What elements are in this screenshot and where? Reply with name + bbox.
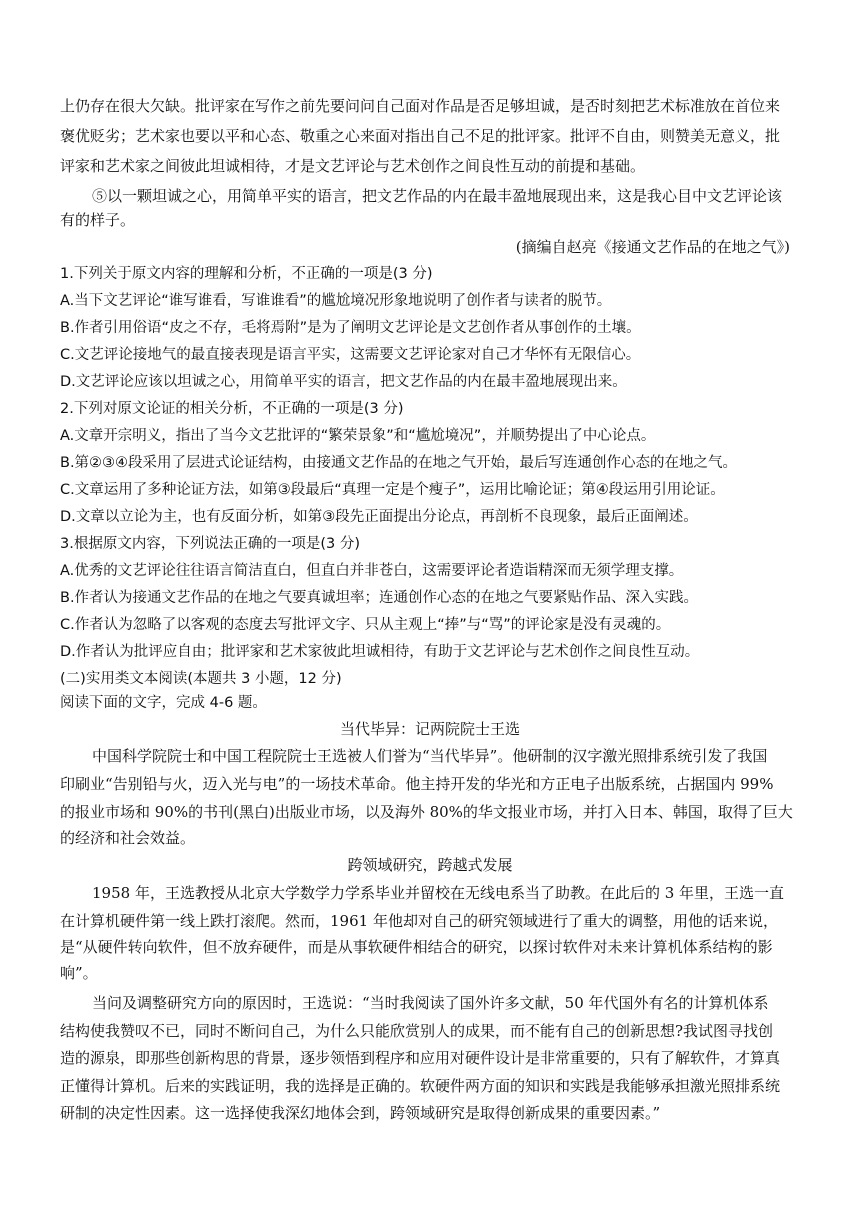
- article-subtitle: 跨领域研究，跨越式发展: [347, 856, 513, 874]
- intro-line: 中国科学院院士和中国工程院院士王选被人们誉为“当代毕异”。他研制的汉字激光照排系统引发了我国: [92, 747, 768, 765]
- question-3-option-a: A.优秀的文艺评论往往语言简洁直白，但直白并非苍白，这需要评论者造诣精深而无须学理支撑。: [60, 563, 684, 579]
- question-2-option-b: B.第②③④段采用了层进式论证结构，由接通文艺作品的在地之气开始，最后写连通创作心态的在地之气。: [60, 455, 738, 471]
- question-1-option-a: A.当下文艺评论“谁写谁看，写谁谁看”的尴尬境况形象地说明了创作者与读者的脱节。: [60, 293, 612, 309]
- body-line: 结构使我赞叹不已，同时不断问自己，为什么只能欣赏别人的成果，而不能有自己的创新思想?我试图寻找创: [60, 1022, 774, 1040]
- question-2-option-a: A.文章开宗明义，指出了当今文艺批评的“繁荣景象”和“尴尬境况”，并顺势提出了中心论点。: [60, 428, 656, 444]
- body-line: 当问及调整研究方向的原因时，王选说：“当时我阅读了国外许多文献，50 年代国外有名的计算机体系: [92, 994, 769, 1012]
- question-3-stem: 3.根据原文内容，下列说法正确的一项是(3 分): [60, 536, 360, 552]
- question-3-option-c: C.作者认为忽略了以客观的态度去写批评文字、只从主观上“捧”与“骂”的评论家是没有灵魂的。: [60, 617, 671, 633]
- body-line: 造的源泉，即那些创新构思的背景，逐步领悟到程序和应用对硬件设计是非常重要的，只有了解软件，才算真: [60, 1049, 781, 1067]
- body-line: 正懂得计算机。后来的实践证明，我的选择是正确的。软硬件两方面的知识和实践是我能够承担激光照排系统: [60, 1077, 781, 1095]
- intro-line: 的经济和社会效益。: [60, 829, 196, 847]
- paragraph-5-line: ⑤以一颗坦诚之心，用简单平实的语言，把文艺作品的内在最丰盈地展现出来，这是我心目中文艺评论该: [92, 187, 783, 205]
- passage-line: 褒优贬劣；艺术家也要以平和心态、敬重之心来面对指出自己不足的批评家。批评不自由，则赞美无意义，批: [60, 127, 781, 145]
- body-line: 研制的决定性因素。这一选择使我深幻地体会到，跨领域研究是取得创新成果的重要因素。”: [60, 1104, 661, 1122]
- intro-line: 印刷业“告别铅与火，迈入光与电”的一场技术革命。他主持开发的华光和方正电子出版系统，占据国内 99%: [60, 775, 774, 793]
- passage-line: 上仍存在很大欠缺。批评家在写作之前先要问问自己面对作品是否足够坦诚，是否时刻把艺术标准放在首位来: [60, 97, 781, 115]
- body-line: 1958 年，王选教授从北京大学数学力学系毕业并留校在无线电系当了助教。在此后的 3 年里，王选一直: [92, 884, 785, 902]
- section-instruction: 阅读下面的文字，完成 4-6 题。: [60, 695, 267, 711]
- body-line: 是“从硬件转向软件，但不放弃硬件，而是从事软硬件相结合的研究，以探讨软件对未来计算机体系结构的影: [60, 938, 773, 956]
- passage-line: 评家和艺术家之间彼此坦诚相待，才是文艺评论与艺术创作之间良性互动的前提和基础。: [60, 157, 646, 175]
- question-3-option-d: D.作者认为批评应自由；批评家和艺术家彼此坦诚相待，有助于文艺评论与艺术创作之间良性互动。: [60, 644, 700, 660]
- question-2-option-d: D.文章以立论为主，也有反面分析，如第③段先正面提出分论点，再剖析不良现象，最后正面阐述。: [60, 509, 698, 525]
- question-1-option-b: B.作者引用俗语“皮之不存，毛将焉附”是为了阐明文艺评论是文艺创作者从事创作的土壤。: [60, 320, 641, 336]
- intro-line: 的报业市场和 90%的书刊(黑白)出版业市场，以及海外 80%的华文报业市场，并打入日本、韩国，取得了巨大: [60, 803, 793, 821]
- body-line: 响”。: [60, 964, 98, 982]
- question-1-option-c: C.文艺评论接地气的最直接表现是语言平实，这需要文艺评论家对自己才华怀有无限信心。: [60, 347, 641, 363]
- question-2-option-c: C.文章运用了多种论证方法，如第③段最后“真理一定是个瘦子”，运用比喻论证；第④段运用引用论证。: [60, 482, 725, 498]
- body-line: 在计算机硬件第一线上跌打滚爬。然而，1961 年他却对自己的研究领域进行了重大的调整，用他的话来说，: [60, 912, 778, 930]
- question-3-option-b: B.作者认为接通文艺作品的在地之气要真诚坦率；连通创作心态的在地之气要紧贴作品、深入实践。: [60, 590, 699, 606]
- section-heading: (二)实用类文本阅读(本题共 3 小题，12 分): [60, 671, 342, 687]
- question-1-stem: 1.下列关于原文内容的理解和分析，不正确的一项是(3 分): [60, 266, 433, 282]
- paragraph-5-line: 有的样子。: [60, 211, 136, 229]
- article-title: 当代毕异：记两院院士王选: [339, 720, 520, 738]
- source-citation: (摘编自赵亮《接通文艺作品的在地之气》): [515, 238, 790, 256]
- question-2-stem: 2.下列对原文论证的相关分析，不正确的一项是(3 分): [60, 401, 404, 417]
- question-1-option-d: D.文艺评论应该以坦诚之心，用简单平实的语言，把文艺作品的内在最丰盈地展现出来。: [60, 374, 627, 390]
